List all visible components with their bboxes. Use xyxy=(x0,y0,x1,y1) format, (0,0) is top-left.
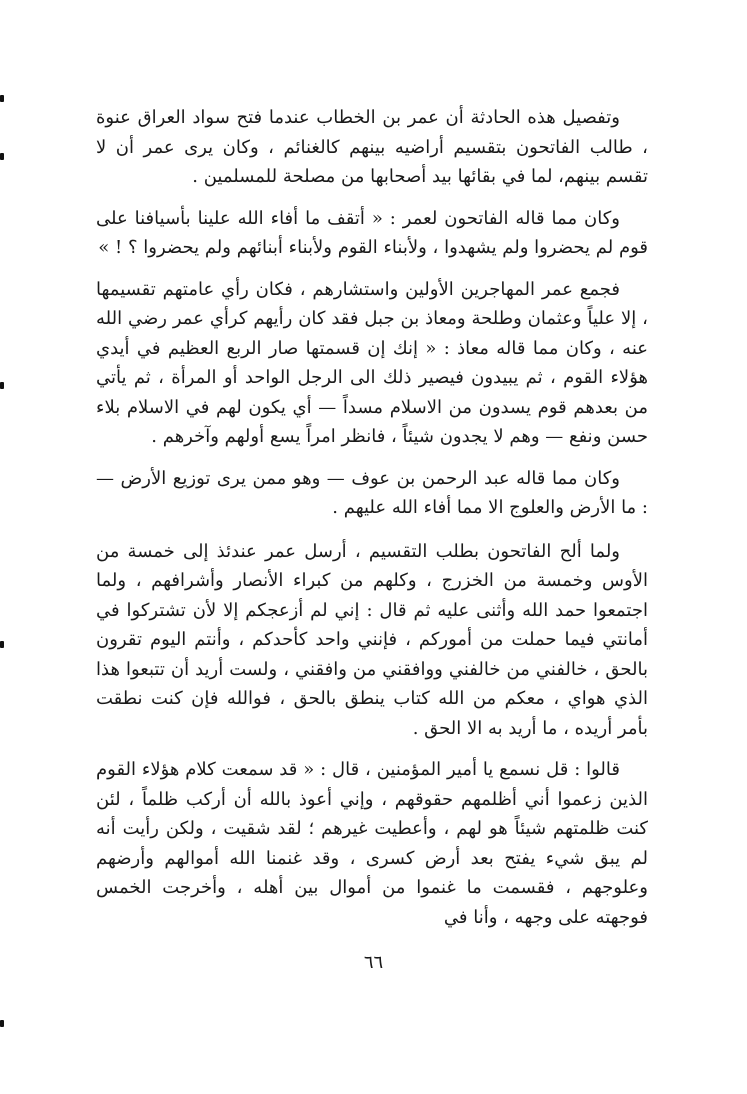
binding-mark xyxy=(0,382,4,389)
binding-mark xyxy=(0,95,4,102)
binding-mark xyxy=(0,1020,4,1027)
paragraph: وكان مما قاله عبد الرحمن بن عوف — وهو ممن يرى توزيع الأرض — : ما الأرض والعلوج الا مما أفاء الله عليهم . xyxy=(96,467,648,518)
binding-mark xyxy=(0,641,4,648)
paragraph: فجمع عمر المهاجرين الأولين واستشارهم ، فكان رأي عامتهم تقسيمها ، إلا علياً وعثمان وطلحة ومعاذ بن جبل فقد كان رأيهم كرأي عمر رضي الله عنه ، وكان مما قاله معاذ : « إنك إن قسمتها صار الربع العظيم في أيدي هؤلاء القوم ، ثم يبيدون فيصير ذلك الى الرجل الواحد أو المرأة ، ثم يأتي من بعدهم قوم يسدون من الاسلام مسداً — أي يكون لهم في الاسلام بلاء حسن ونفع — وهم لا يجدون شيئاً ، فانظر امراً يسع أولهم وآخرهم . xyxy=(96,278,648,447)
paragraph: وتفصيل هذه الحادثة أن عمر بن الخطاب عندما فتح سواد العراق عنوة ، طالب الفاتحون بتقسيم أراضيه بينهم كالغنائم ، وكان يرى عمر أن لا تقسم بينهم، لما في بقائها بيد أصحابها من مصلحة للمسلمين . xyxy=(96,107,648,187)
paragraph: ولما ألح الفاتحون بطلب التقسيم ، أرسل عمر عندئذ إلى خمسة من الأوس وخمسة من الخزرج ، وكلهم من كبراء الأنصار وأشرافهم ، ولما اجتمعوا حمد الله وأثنى عليه ثم قال : إني لم أزعجكم إلا لأن تشتركوا في أمانتي فيما حملت من أموركم ، فإنني واحد كأحدكم ، وأنتم اليوم تقرون بالحق ، خالفني من خالفني ووافقني من وافقني ، ولست أريد أن تتبعوا هذا الذي هواي ، معكم من الله كتاب ينطق بالحق ، فوالله فإن كنت نطقت بأمر أريده ، ما أريد به الا الحق . xyxy=(96,540,648,739)
page-number: ٦٦ xyxy=(363,952,384,973)
paragraph: قالوا : قل نسمع يا أمير المؤمنين ، قال : « قد سمعت كلام هؤلاء القوم الذين زعموا أني أظلمهم حقوقهم ، وإني أعوذ بالله أن أركب ظلماً ، لئن كنت ظلمتهم شيئاً هو لهم ، وأعطيت غيرهم ؛ لقد شقيت ، ولكن رأيت أنه لم يبق شيء يفتح بعد أرض كسرى ، وقد غنمنا الله أموالهم وأرضهم وعلوجهم ، فقسمت ما غنموا من أموال بين أهله ، وأخرجت الخمس فوجهته على وجهه ، وأنا في xyxy=(96,759,648,928)
paragraph: وكان مما قاله الفاتحون لعمر : « أتقف ما أفاء الله علينا بأسيافنا على قوم لم يحضروا ولم يشهدوا ، ولأبناء القوم ولأبناء أبنائهم ولم يحضروا ؟ ! » xyxy=(96,207,648,258)
body-text xyxy=(96,103,648,932)
binding-mark xyxy=(0,153,4,160)
